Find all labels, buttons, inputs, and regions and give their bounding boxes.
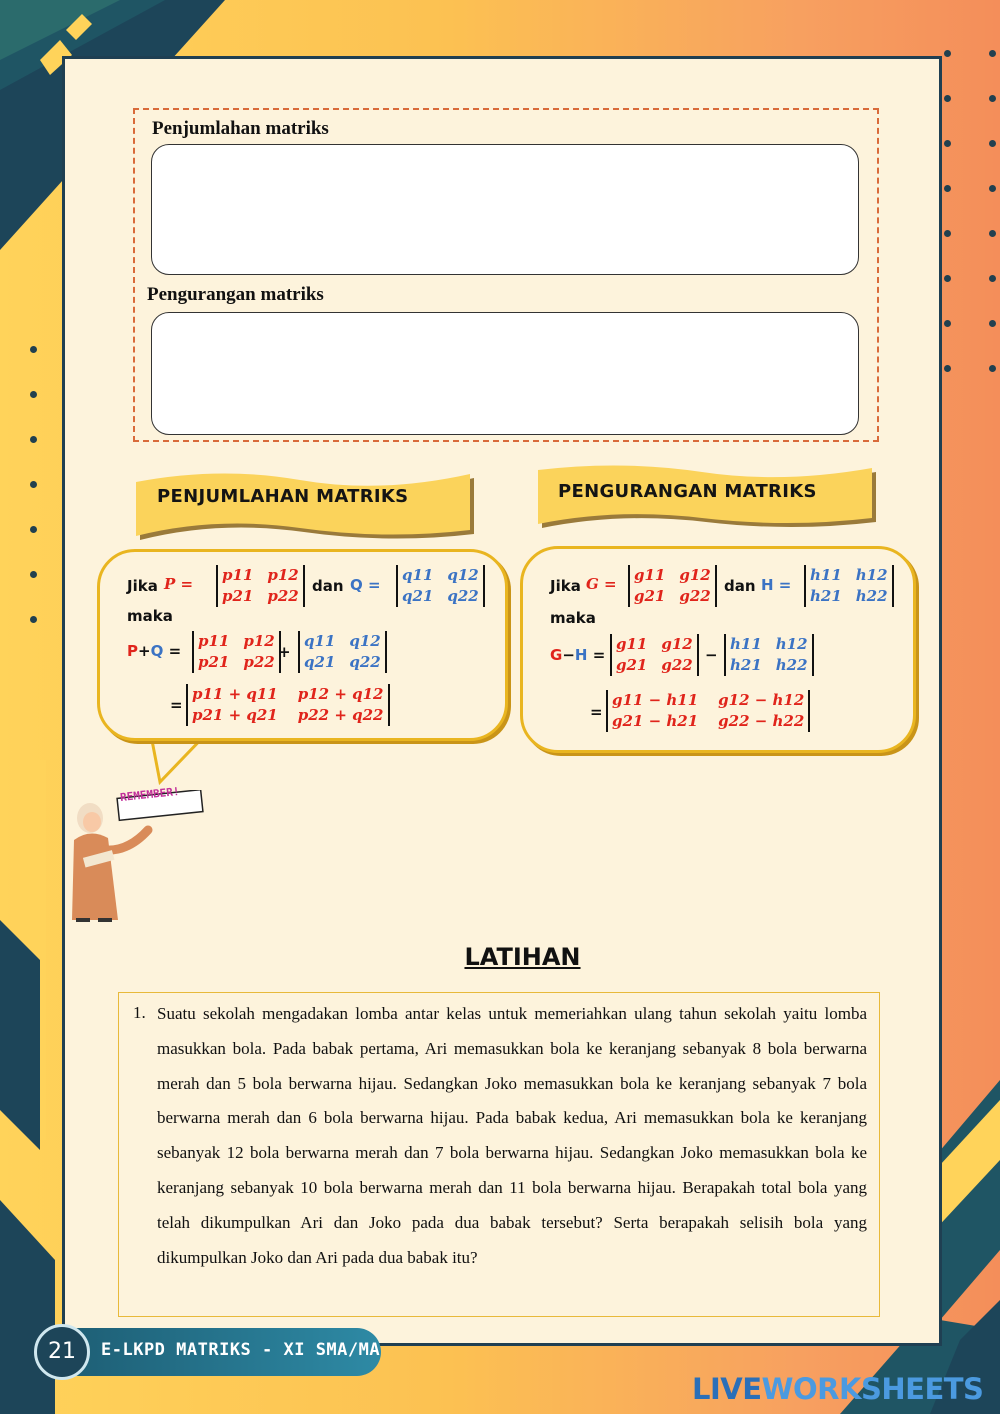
pengurangan-banner-title: PENGURANGAN MATRIKS xyxy=(558,481,817,502)
add-dan: dan xyxy=(312,577,344,595)
sub-maka: maka xyxy=(550,609,596,627)
page-number: 21 xyxy=(34,1324,90,1380)
add-q-matrix: q11 q12 q21 q22 xyxy=(396,565,485,607)
sub-h-matrix-2: h11 h12 h21 h22 xyxy=(724,634,814,676)
sub-h-matrix: h11 h12 h21 h22 xyxy=(804,565,894,607)
penjumlahan-label: Penjumlahan matriks xyxy=(152,118,329,139)
footer-title: E-LKPD MATRIKS - XI SMA/MA xyxy=(101,1340,381,1360)
sub-g-label: G = xyxy=(586,575,617,593)
sub-lhs: G−H = xyxy=(550,646,606,664)
sub-result-matrix: g11 − h11 g12 − h12 g21 − h21 g22 − h22 xyxy=(606,690,810,732)
penjumlahan-answer-input[interactable] xyxy=(151,144,859,275)
sub-g-matrix: g11 g12 g21 g22 xyxy=(628,565,717,607)
add-p-matrix-2: p11 p12 p21 p22 xyxy=(192,631,281,673)
liveworksheets-logo[interactable]: LIVEWORKSHEETS xyxy=(692,1372,984,1406)
add-p-label: P = xyxy=(164,575,194,593)
sub-jika: Jika xyxy=(550,577,581,595)
latihan-title: LATIHAN xyxy=(464,943,581,971)
add-q-label: Q = xyxy=(350,576,381,594)
add-lhs: P+Q = xyxy=(127,642,182,660)
add-q-matrix-2: q11 q12 q21 q22 xyxy=(298,631,387,673)
exercise-number: 1. xyxy=(133,1003,146,1022)
add-plus-sign: + xyxy=(278,643,291,661)
penjumlahan-banner-title: PENJUMLAHAN MATRIKS xyxy=(157,486,409,507)
sub-g-matrix-2: g11 g12 g21 g22 xyxy=(610,634,699,676)
teacher-illustration xyxy=(68,790,218,930)
add-result-matrix: p11 + q11 p12 + q12 p21 + q21 p22 + q22 xyxy=(186,684,390,726)
exercise-box xyxy=(118,992,880,1317)
add-maka: maka xyxy=(127,607,173,625)
exercise-text: Suatu sekolah mengadakan lomba antar kelas untuk memeriahkan ulang tahun sekolah yaitu lomba masukkan bola. Pada babak pertama, Ari memasukkan bola ke keranjang sebanyak 8 bola berwarna merah dan 5 bola berwarna hijau. Sedangkan Joko memasukkan bola ke keranjang sebanyak 7 bola berwarna merah dan 6 bola berwarna hijau. Pada babak kedua, Ari memasukkan bola ke keranjang sebanyak 12 bola berwarna merah dan 7 bola berwarna hijau. Sedangkan Joko memasukkan bola ke keranjang sebanyak 10 bola berwarna merah dan 11 bola berwarna hijau. Berapakah total bola yang telah dikumpulkan Ari dan Joko pada dua babak tersebut? Serta berapakah selisih bola yang dikumpulkan Joko dan Ari pada dua babak itu? xyxy=(157,1004,867,1267)
add-jika: Jika xyxy=(127,577,158,595)
remember-sticker: REMEMBER! xyxy=(119,784,181,805)
add-p-matrix: p11 p12 p21 p22 xyxy=(216,565,305,607)
sub-dan: dan xyxy=(724,577,756,595)
add-result-eq: = xyxy=(170,696,183,714)
sub-minus-sign: − xyxy=(705,646,718,664)
sub-h-label: H = xyxy=(761,576,792,594)
pengurangan-label: Pengurangan matriks xyxy=(147,284,324,305)
sub-result-eq: = xyxy=(590,703,603,721)
pengurangan-answer-input[interactable] xyxy=(151,312,859,435)
